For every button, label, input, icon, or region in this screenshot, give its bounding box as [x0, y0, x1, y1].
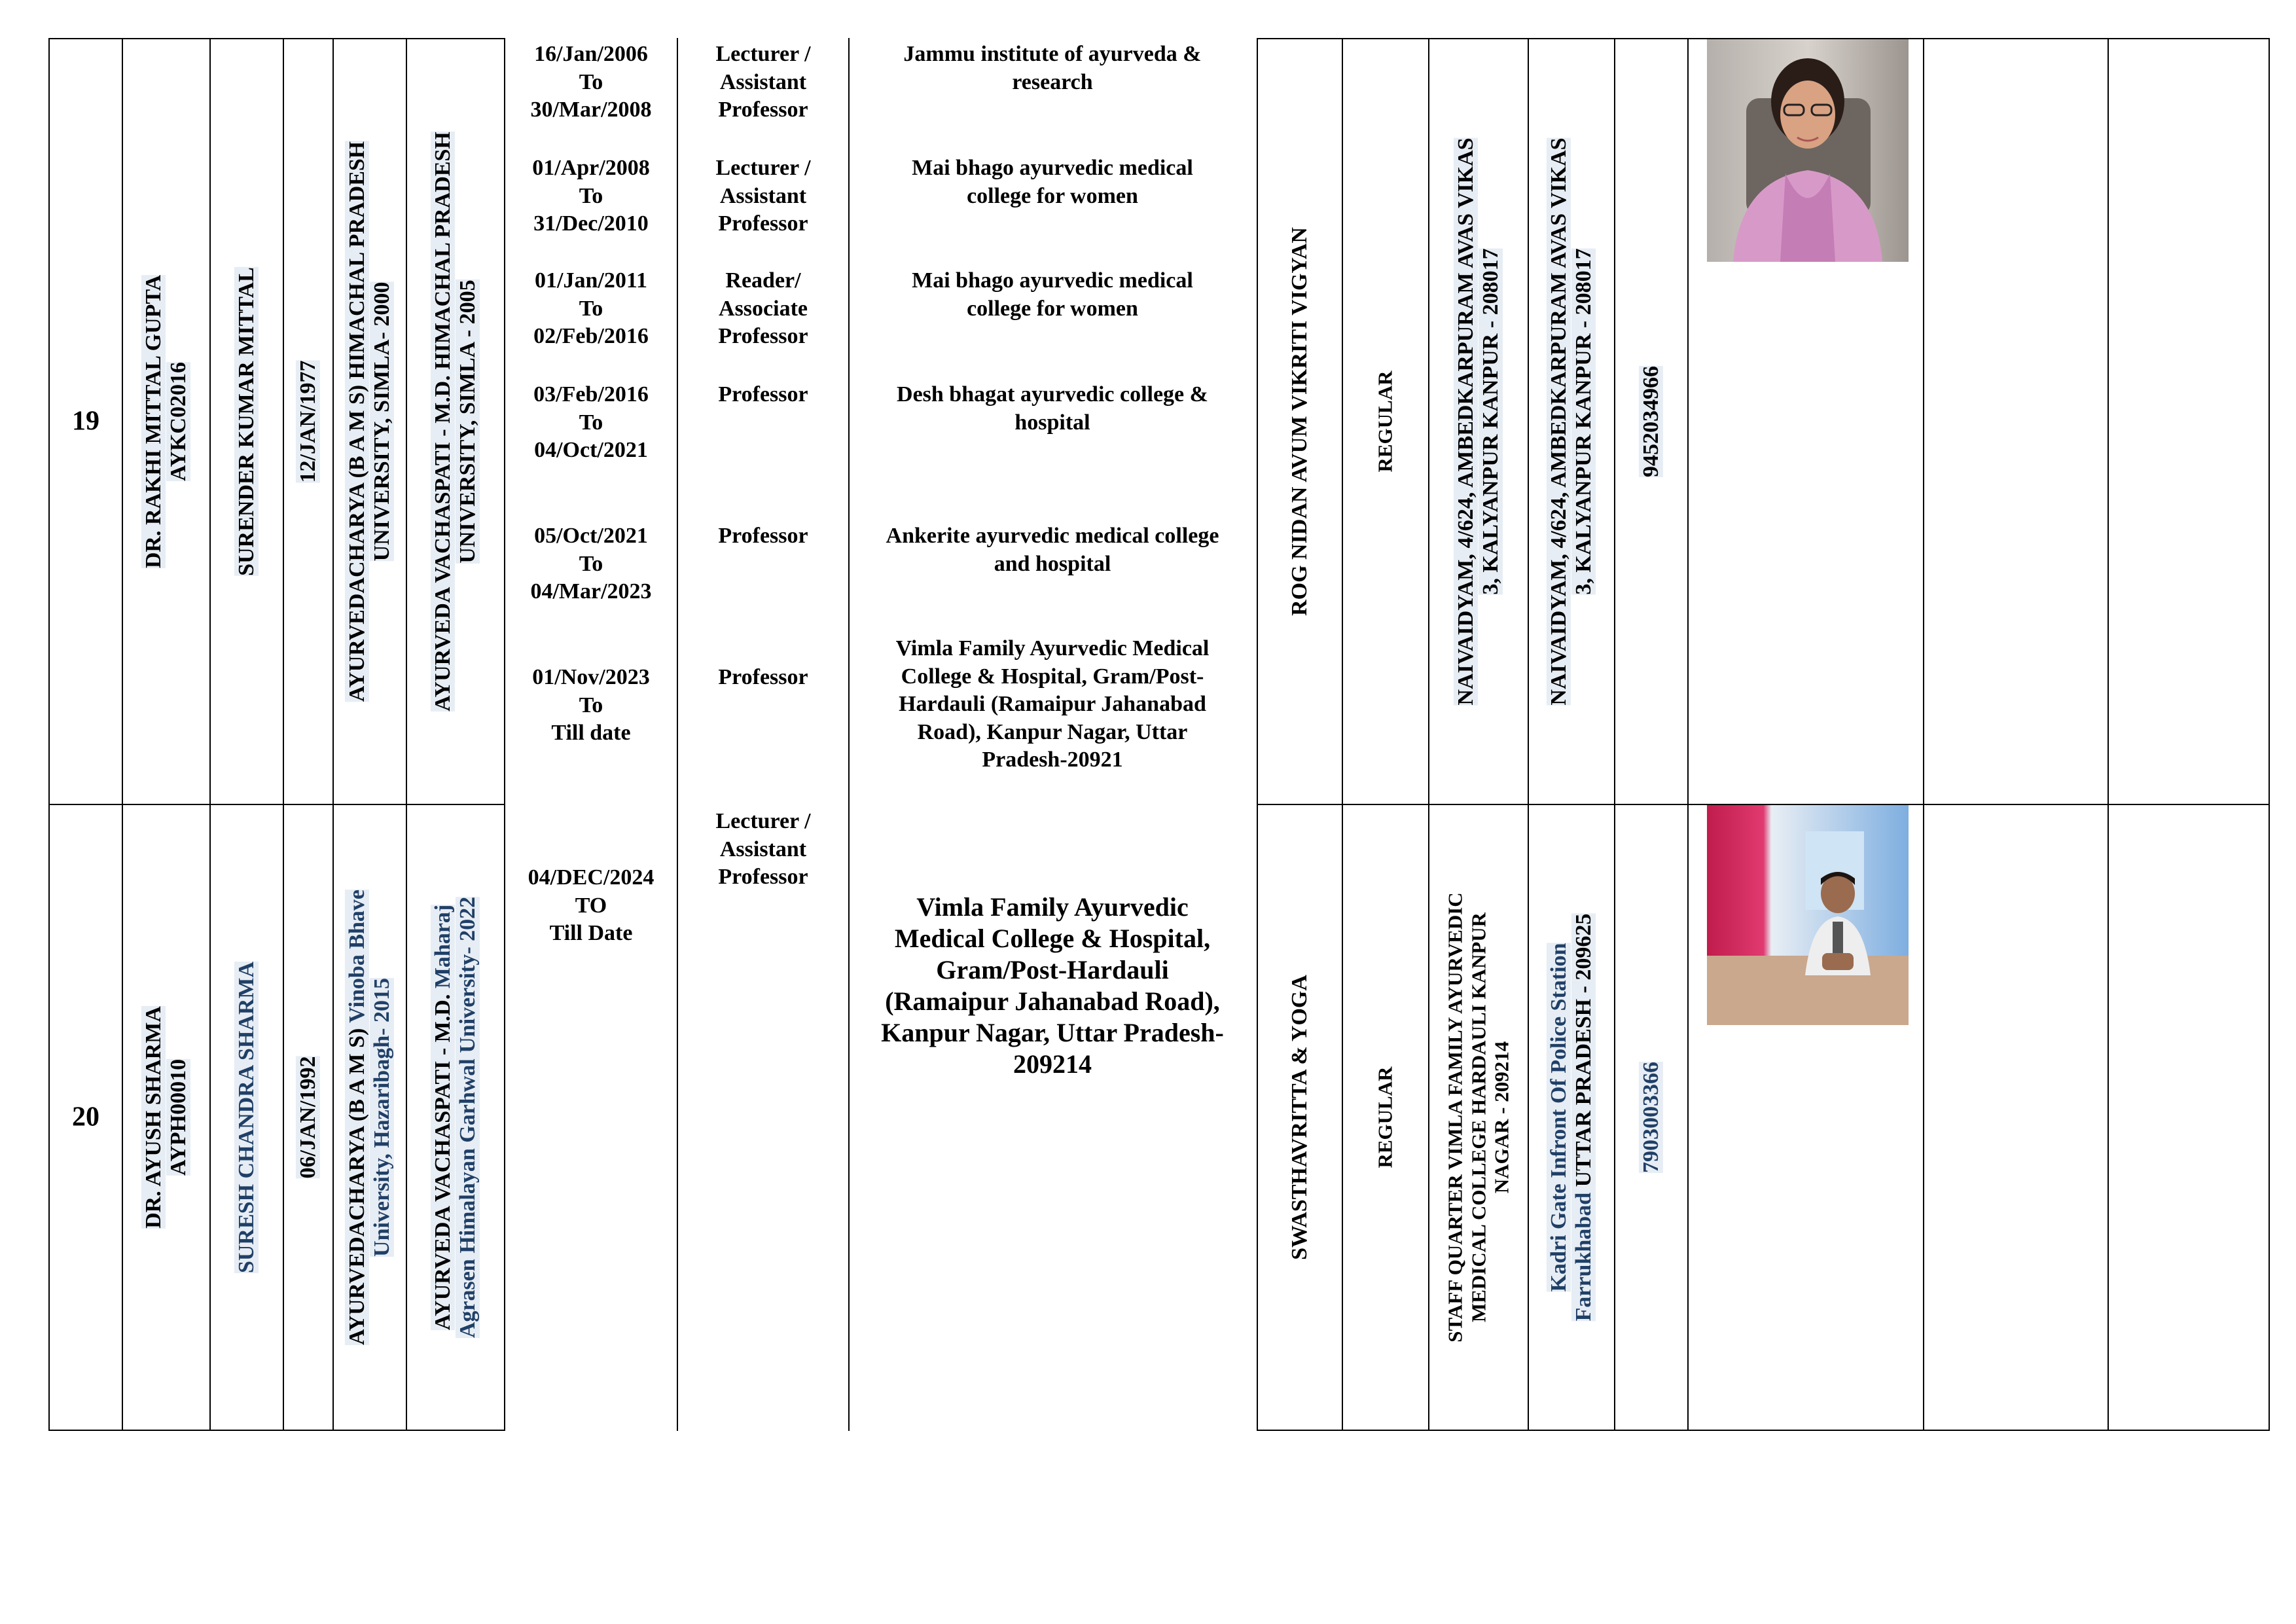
appointment-nature: REGULAR — [1373, 370, 1397, 473]
teacher-code: AYKC02016 — [166, 362, 190, 482]
experience-institution: Vimla Family Ayurvedic Medical College & Hospital, Gram/Post- Hardauli (Ramaipur Jahanabad Road), Kanpur Nagar, Uttar Pradesh-20921 — [895, 636, 1210, 772]
experience-period: 05/Oct/2021 To 04/Mar/2023 — [530, 524, 652, 604]
experience-institution: Mai bhago ayurvedic medical college for women — [912, 156, 1193, 208]
experience-institution: Vimla Family Ayurvedic Medical College & Hospital, Gram/Post-Hardauli (Ramaipur Jahanabad Road), Kanpur Nagar, Uttar Pradesh- 209214 — [881, 892, 1224, 1079]
present-address: NAIVAIDYAM, 4/624, AMBEDKARPURAM AVAS VIKAS 3, KALYANPUR KANPUR - 208017 — [1453, 137, 1503, 706]
experience-period: 03/Feb/2016 To 04/Oct/2021 — [533, 382, 649, 462]
experience-institution: Mai bhago ayurvedic medical college for women — [912, 268, 1193, 321]
department: SWASTHAVRITTA & YOGA — [1287, 975, 1312, 1260]
experience-institution: Desh bhagat ayurvedic college & hospital — [897, 382, 1208, 435]
experience-designation: Lecturer / Assistant Professor — [715, 156, 811, 236]
experience-institution: Ankerite ayurvedic medical college and hospital — [886, 524, 1219, 576]
experience-designation: Professor — [718, 382, 808, 406]
experience-period: 16/Jan/2006 To 30/Mar/2008 — [530, 42, 652, 122]
experience-designation: Lecturer / Assistant Professor — [715, 42, 811, 122]
pg-qualification: AYURVEDA VACHASPATI - M.D. Maharaj Agrasen Himalayan Garhwal University- 2022 — [430, 896, 480, 1339]
mobile-number: 7903003366 — [1638, 1062, 1663, 1173]
date-of-birth: 12/JAN/1977 — [295, 360, 320, 483]
permanent-address: Kadri Gate Infront Of Police Station Farrukhabad UTTAR PRADESH - 209625 — [1546, 913, 1596, 1322]
appointment-nature: REGULAR — [1373, 1066, 1397, 1168]
ug-qualification: AYURVEDACHARYA (B A M S) HIMACHAL PRADESH UNIVERSITY, SIMLA- 2000 — [344, 141, 394, 702]
experience-period: 04/DEC/2024 TO Till Date — [528, 865, 655, 945]
present-address: STAFF QUARTER VIMLA FAMILY AYURVEDIC MEDICAL COLLEGE HARDAULI KANPUR NAGAR - 209214 — [1443, 892, 1513, 1343]
experience-designation: Reader/ Associate Professor — [718, 268, 808, 348]
father-name: SURESH CHANDRA SHARMA — [234, 961, 259, 1274]
mobile-number: 9452034966 — [1638, 366, 1663, 477]
experience-institution: Jammu institute of ayurveda & research — [903, 42, 1202, 94]
serial-number: 20 — [72, 1102, 99, 1132]
experience-period: 01/Nov/2023 To Till date — [532, 665, 650, 745]
teacher-name: DR. RAKHI MITTAL GUPTA AYKC02016 — [141, 274, 190, 569]
experience-designation: Professor — [718, 524, 808, 548]
serial-number: 19 — [72, 406, 99, 437]
experience-period: 01/Apr/2008 To 31/Dec/2010 — [532, 156, 650, 236]
father-name: SURENDER KUMAR MITTAL — [234, 267, 259, 576]
teacher-photo — [1707, 39, 1909, 262]
teacher-code: AYPH00010 — [166, 1058, 190, 1176]
experience-period: 01/Jan/2011 To 02/Feb/2016 — [533, 268, 649, 348]
teacher-name: DR. AYUSH SHARMA AYPH00010 — [141, 1006, 190, 1229]
date-of-birth: 06/JAN/1992 — [295, 1056, 320, 1179]
ug-qualification: AYURVEDACHARYA (B A M S) Vinoba Bhave University, Hazaribagh- 2015 — [344, 889, 394, 1346]
experience-designation: Professor — [718, 665, 808, 689]
teacher-photo — [1707, 805, 1909, 1025]
permanent-address: NAIVAIDYAM, 4/624, AMBEDKARPURAM AVAS VIKAS 3, KALYANPUR KANPUR - 208017 — [1546, 137, 1596, 706]
pg-qualification: AYURVEDA VACHASPATI - M.D. HIMACHAL PRADESH UNIVERSITY, SIMLA - 2005 — [430, 132, 480, 712]
department: ROG NIDAN AVUM VIKRITI VIGYAN — [1287, 227, 1312, 616]
experience-designation: Lecturer / Assistant Professor — [715, 809, 811, 889]
